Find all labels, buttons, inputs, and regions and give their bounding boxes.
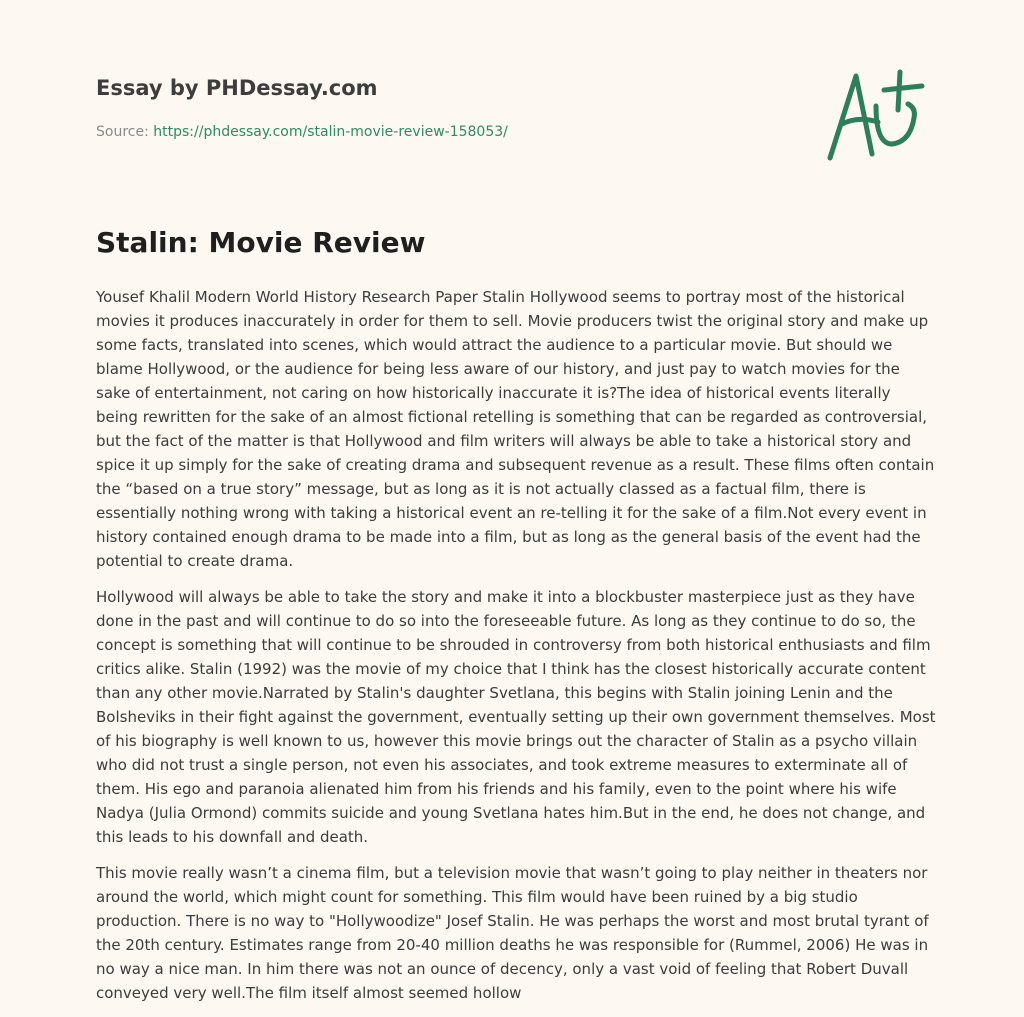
source-line bbox=[96, 124, 508, 140]
essay-paragraph: This movie really wasn’t a cinema film, but a television movie that wasn’t going to play neither in theaters nor around the world, which might count for something. This film would have been ruined by a big studio production. There is no way to "Hollywoodize" Josef Stalin. He was perhaps the worst and most brutal tyrant of the 20th century. Estimates range from 20-40 million deaths he was responsible for (Rummel, 2006) He was in no way a nice man. In him there was not an ounce of decency, only a vast void of feeling that Robert Duvall conveyed very well.The film itself almost seemed hollow bbox=[96, 864, 929, 1002]
site-brand: Essay by PHDessay.com bbox=[96, 76, 378, 100]
essay-body bbox=[96, 285, 936, 1017]
source-link[interactable]: https://phdessay.com/stalin-movie-review-158053/ bbox=[153, 124, 508, 140]
a-plus-logo-icon bbox=[822, 66, 932, 166]
source-label: Source: bbox=[96, 124, 154, 140]
essay-title: Stalin: Movie Review bbox=[96, 226, 426, 259]
essay-paragraph: Yousef Khalil Modern World History Research Paper Stalin Hollywood seems to portray most of the historical movies it produces inaccurately in order for them to sell. Movie producers twist the original story and make up some facts, translated into scenes, which would attract the audience to a particular movie. But should we blame Hollywood, or the audience for being less aware of our history, and just pay to watch movies for the sake of entertainment, not caring on how historically inaccurate it is?The idea of historical events literally being rewritten for the sake of an almost fictional retelling is something that can be regarded as controversial, but the fact of the matter is that Hollywood and film writers will always be able to take a historical story and spice it up simply for the sake of creating drama and subsequent revenue as a result. These films often contain the “based on a true story” message, but as long as it is not actually classed as a factual film, there is essentially nothing wrong with taking a historical event an re-telling it for the sake of a film.Not every event in history contained enough drama to be made into a film, but as long as the general basis of the event had the potential to create drama. bbox=[96, 288, 935, 570]
essay-paragraph: Hollywood will always be able to take the story and make it into a blockbuster masterpiece just as they have done in the past and will continue to do so into the foreseeable future. As long as they continue to do so, the concept is something that will continue to be shrouded in controversy from both historical enthusiasts and film critics alike. Stalin (1992) was the movie of my choice that I think has the closest historically accurate content than any other movie.Narrated by Stalin's daughter Svetlana, this begins with Stalin joining Lenin and the Bolsheviks in their fight against the government, eventually setting up their own government themselves. Most of his biography is well known to us, however this movie brings out the character of Stalin as a psycho villain who did not trust a single person, not even his associates, and took extreme measures to exterminate all of them. His ego and paranoia alienated him from his friends and his family, even to the point where his wife Nadya (Julia Ormond) commits suicide and young Svetlana hates him.But in the end, he does not change, and this leads to his downfall and death. bbox=[96, 588, 936, 846]
